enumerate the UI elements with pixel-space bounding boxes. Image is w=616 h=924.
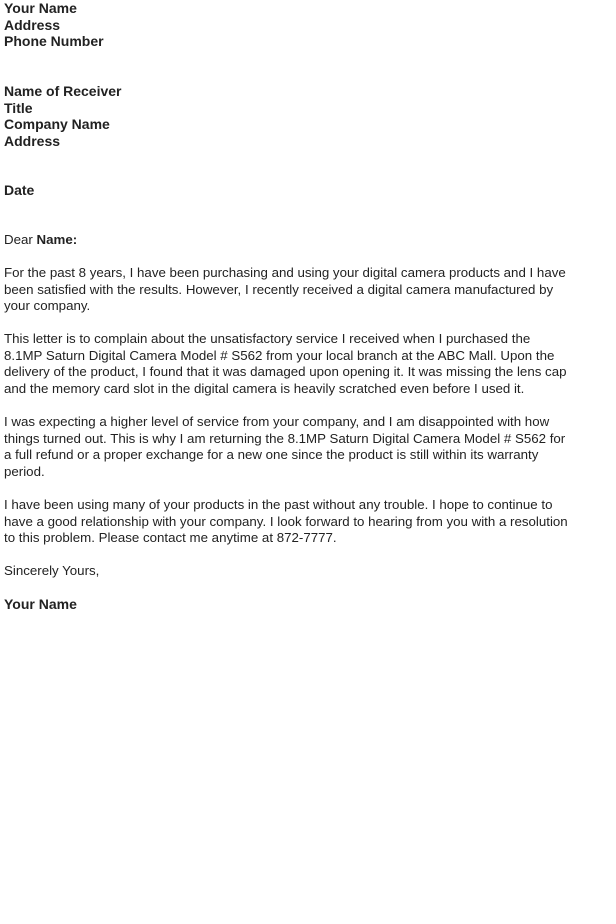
paragraph-line: have a good relationship with your company. I look forward to hearing from you with a resolution xyxy=(4,513,568,529)
letter-date xyxy=(4,182,34,199)
paragraph-line: your company. xyxy=(4,298,91,314)
paragraph-line: 8.1MP Saturn Digital Camera Model # S562 from your local branch at the ABC Mall. Upon the xyxy=(4,347,555,363)
paragraph-line: been satisfied with the results. However, I recently received a digital camera manufactured by xyxy=(4,281,554,297)
paragraph-line: to this problem. Please contact me anytime at 872-7777. xyxy=(4,530,337,546)
sender-phone: Phone Number xyxy=(4,33,104,50)
receiver-name: Name of Receiver xyxy=(4,83,122,99)
paragraph-line: delivery of the product, I found that it was damaged upon opening it. It was missing the lens cap xyxy=(4,364,567,380)
receiver-title: Title xyxy=(4,99,33,116)
signature xyxy=(4,596,77,613)
paragraph-line: a full refund or a proper exchange for a new one since the product is still within its warranty xyxy=(4,447,539,463)
receiver-company: Company Name xyxy=(4,116,110,133)
salutation xyxy=(4,232,77,249)
salutation-greeting: Dear xyxy=(4,232,37,247)
body-paragraph-2 xyxy=(4,331,567,397)
body-paragraph-1 xyxy=(4,265,566,315)
paragraph-line: I have been using many of your products in the past without any trouble. I hope to continue to xyxy=(4,497,553,512)
salutation-name: Name: xyxy=(36,232,78,247)
closing: Sincerely Yours, xyxy=(4,563,100,578)
receiver-address: Address xyxy=(4,132,61,149)
date-text: Date xyxy=(4,182,35,198)
paragraph-line: things turned out. This is why I am returning the 8.1MP Saturn Digital Camera Model # S562 for xyxy=(4,430,566,446)
paragraph-line: For the past 8 years, I have been purchasing and using your digital camera products and I have xyxy=(4,265,566,280)
signature-name: Your Name xyxy=(4,596,77,612)
sender-address: Address xyxy=(4,16,61,33)
receiver-block xyxy=(4,83,122,149)
sender-block xyxy=(4,0,104,50)
paragraph-line: This letter is to complain about the unsatisfactory service I received when I purchased the xyxy=(4,331,531,346)
body-paragraph-4 xyxy=(4,497,568,547)
paragraph-line: and the memory card slot in the digital camera is heavily scratched even before I used it. xyxy=(4,380,525,396)
paragraph-line: period. xyxy=(4,463,45,479)
paragraph-line: I was expecting a higher level of service from your company, and I am disappointed with how xyxy=(4,414,550,429)
sender-name: Your Name xyxy=(4,0,77,16)
body-paragraph-3 xyxy=(4,414,565,480)
